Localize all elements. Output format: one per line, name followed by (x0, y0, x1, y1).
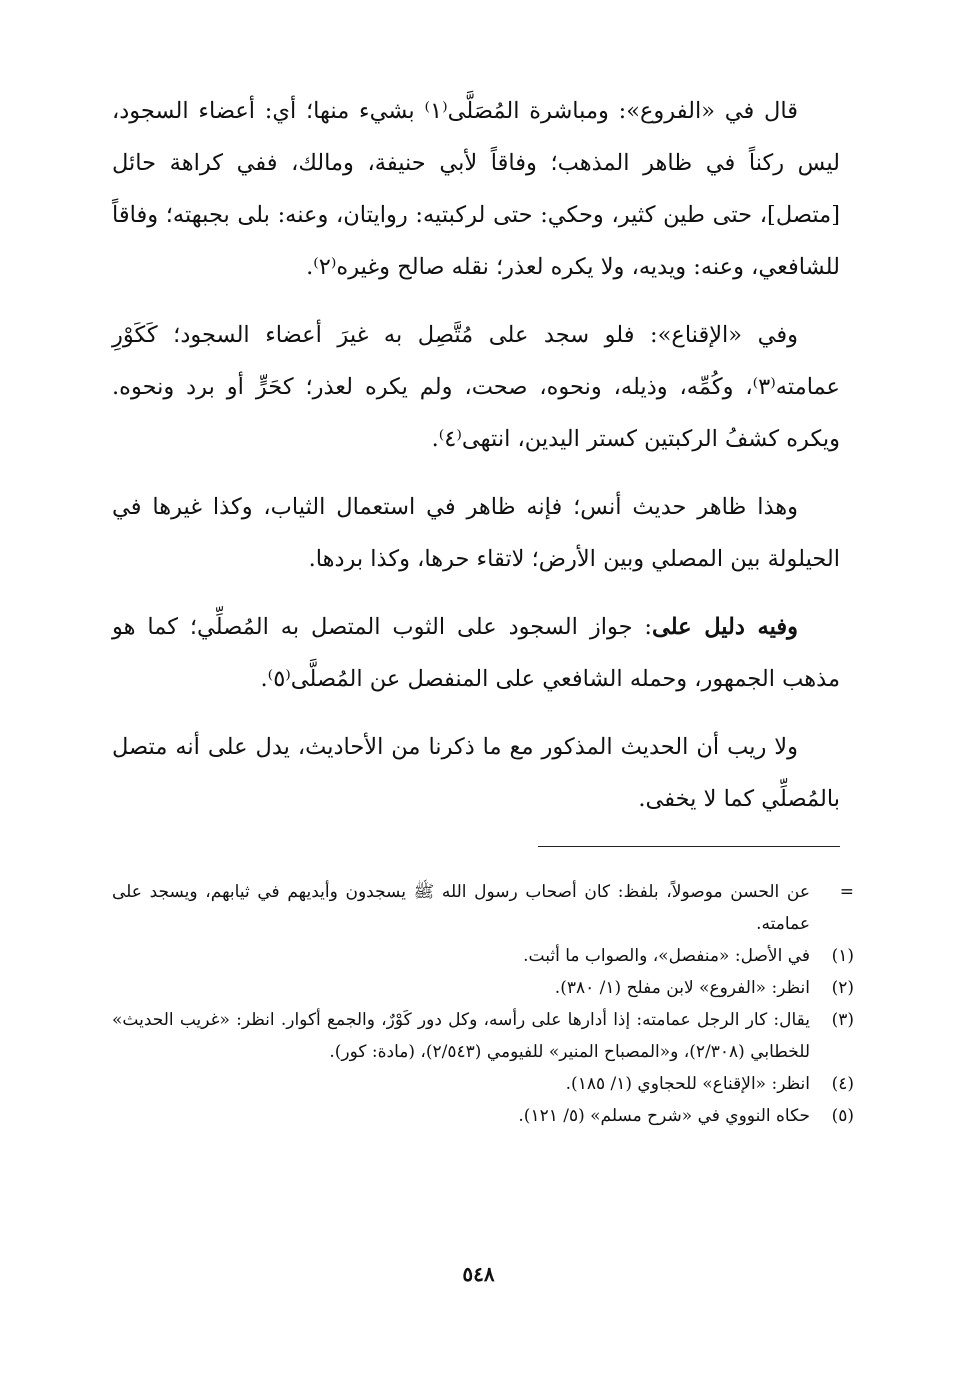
paragraph: ولا ريب أن الحديث المذكور مع ما ذكرنا من الأحاديث، يدل على أنه متصل بالمُصلِّي كما لا يخفى. (112, 734, 840, 812)
main-text (112, 85, 840, 841)
footnote-text: في الأصل: «منفصل»، والصواب ما أثبت. (523, 946, 810, 966)
footnote-text: يقال: كار الرجل عمامته: إذا أدارها على رأسه، وكل دور كَوْرٌ، والجمع أكوار. انظر: «غريب الحديث» للخطابي (٢/٣٠٨)، و«المصباح المنير» للفيومي (٢/٥٤٣)، (مادة: كور). (112, 1010, 810, 1062)
footnote-5 (112, 1100, 854, 1132)
footnote-number: (٥) (831, 1106, 854, 1126)
paragraph: وفي «الإقناع»: فلو سجد على مُتَّصِل به غيرَ أعضاء السجود؛ كَكَوْرِ عمامته⁽٣⁾، وكُمِّه، وذيله، ونحوه، صحت، ولم يكره لعذر؛ كحَرٍّ أو برد ونحوه. ويكره كشفُ الركبتين كستر اليدين، انتهى⁽٤⁾. (112, 322, 840, 452)
footnote-text: حكاه النووي في «شرح مسلم» (٥/ ١٢١). (518, 1106, 810, 1126)
footnote-text: انظر: «الإقناع» للحجاوي (١/ ١٨٥). (565, 1074, 810, 1094)
footnote-number: (٢) (831, 978, 854, 998)
footnote-continuation (112, 876, 854, 940)
page-number: ٥٤٨ (462, 1262, 495, 1286)
footnote-3 (112, 1004, 854, 1068)
footnote-text: عن الحسن موصولاً، بلفظ: كان أصحاب رسول الله ﷺ يسجدون وأيديهم في ثيابهم، ويسجد على عمامته. (112, 882, 810, 934)
footnote-number: (١) (831, 946, 854, 966)
footnote-number: (٤) (831, 1074, 854, 1094)
footnote-2 (112, 972, 854, 1004)
footnote-text: انظر: «الفروع» لابن مفلح (١/ ٣٨٠). (554, 978, 810, 998)
footnote-separator (538, 846, 840, 847)
footnote-number: (٣) (831, 1010, 854, 1030)
footnote-4 (112, 1068, 854, 1100)
paragraph: وفيه دليل على: جواز السجود على الثوب المتصل به المُصلِّي؛ كما هو مذهب الجمهور، وحمله الشافعي على المنفصل عن المُصلَّى⁽٥⁾. (112, 614, 840, 692)
footnotes (112, 876, 854, 1132)
paragraph: وهذا ظاهر حديث أنس؛ فإنه ظاهر في استعمال الثياب، وكذا غيرها في الحيلولة بين المصلي وبين الأرض؛ لاتقاء حرها، وكذا بردها. (112, 494, 840, 572)
footnote-number: = (839, 882, 854, 902)
footnote-1 (112, 940, 854, 972)
bold-lead: وفيه دليل على (651, 614, 798, 640)
paragraph: قال في «الفروع»: ومباشرة المُصَلَّى⁽١⁾ بشيء منها؛ أي: أعضاء السجود، ليس ركناً في ظاهر المذهب؛ وفاقاً لأبي حنيفة، ومالك، ففي كراهة حائل [متصل]، حتى طين كثير، وحكي: حتى لركبتيه: روايتان، وعنه: بلى بجبهته؛ وفاقاً للشافعي، وعنه: ويديه، ولا يكره لعذر؛ نقله صالح وغيره⁽٢⁾. (112, 98, 840, 280)
